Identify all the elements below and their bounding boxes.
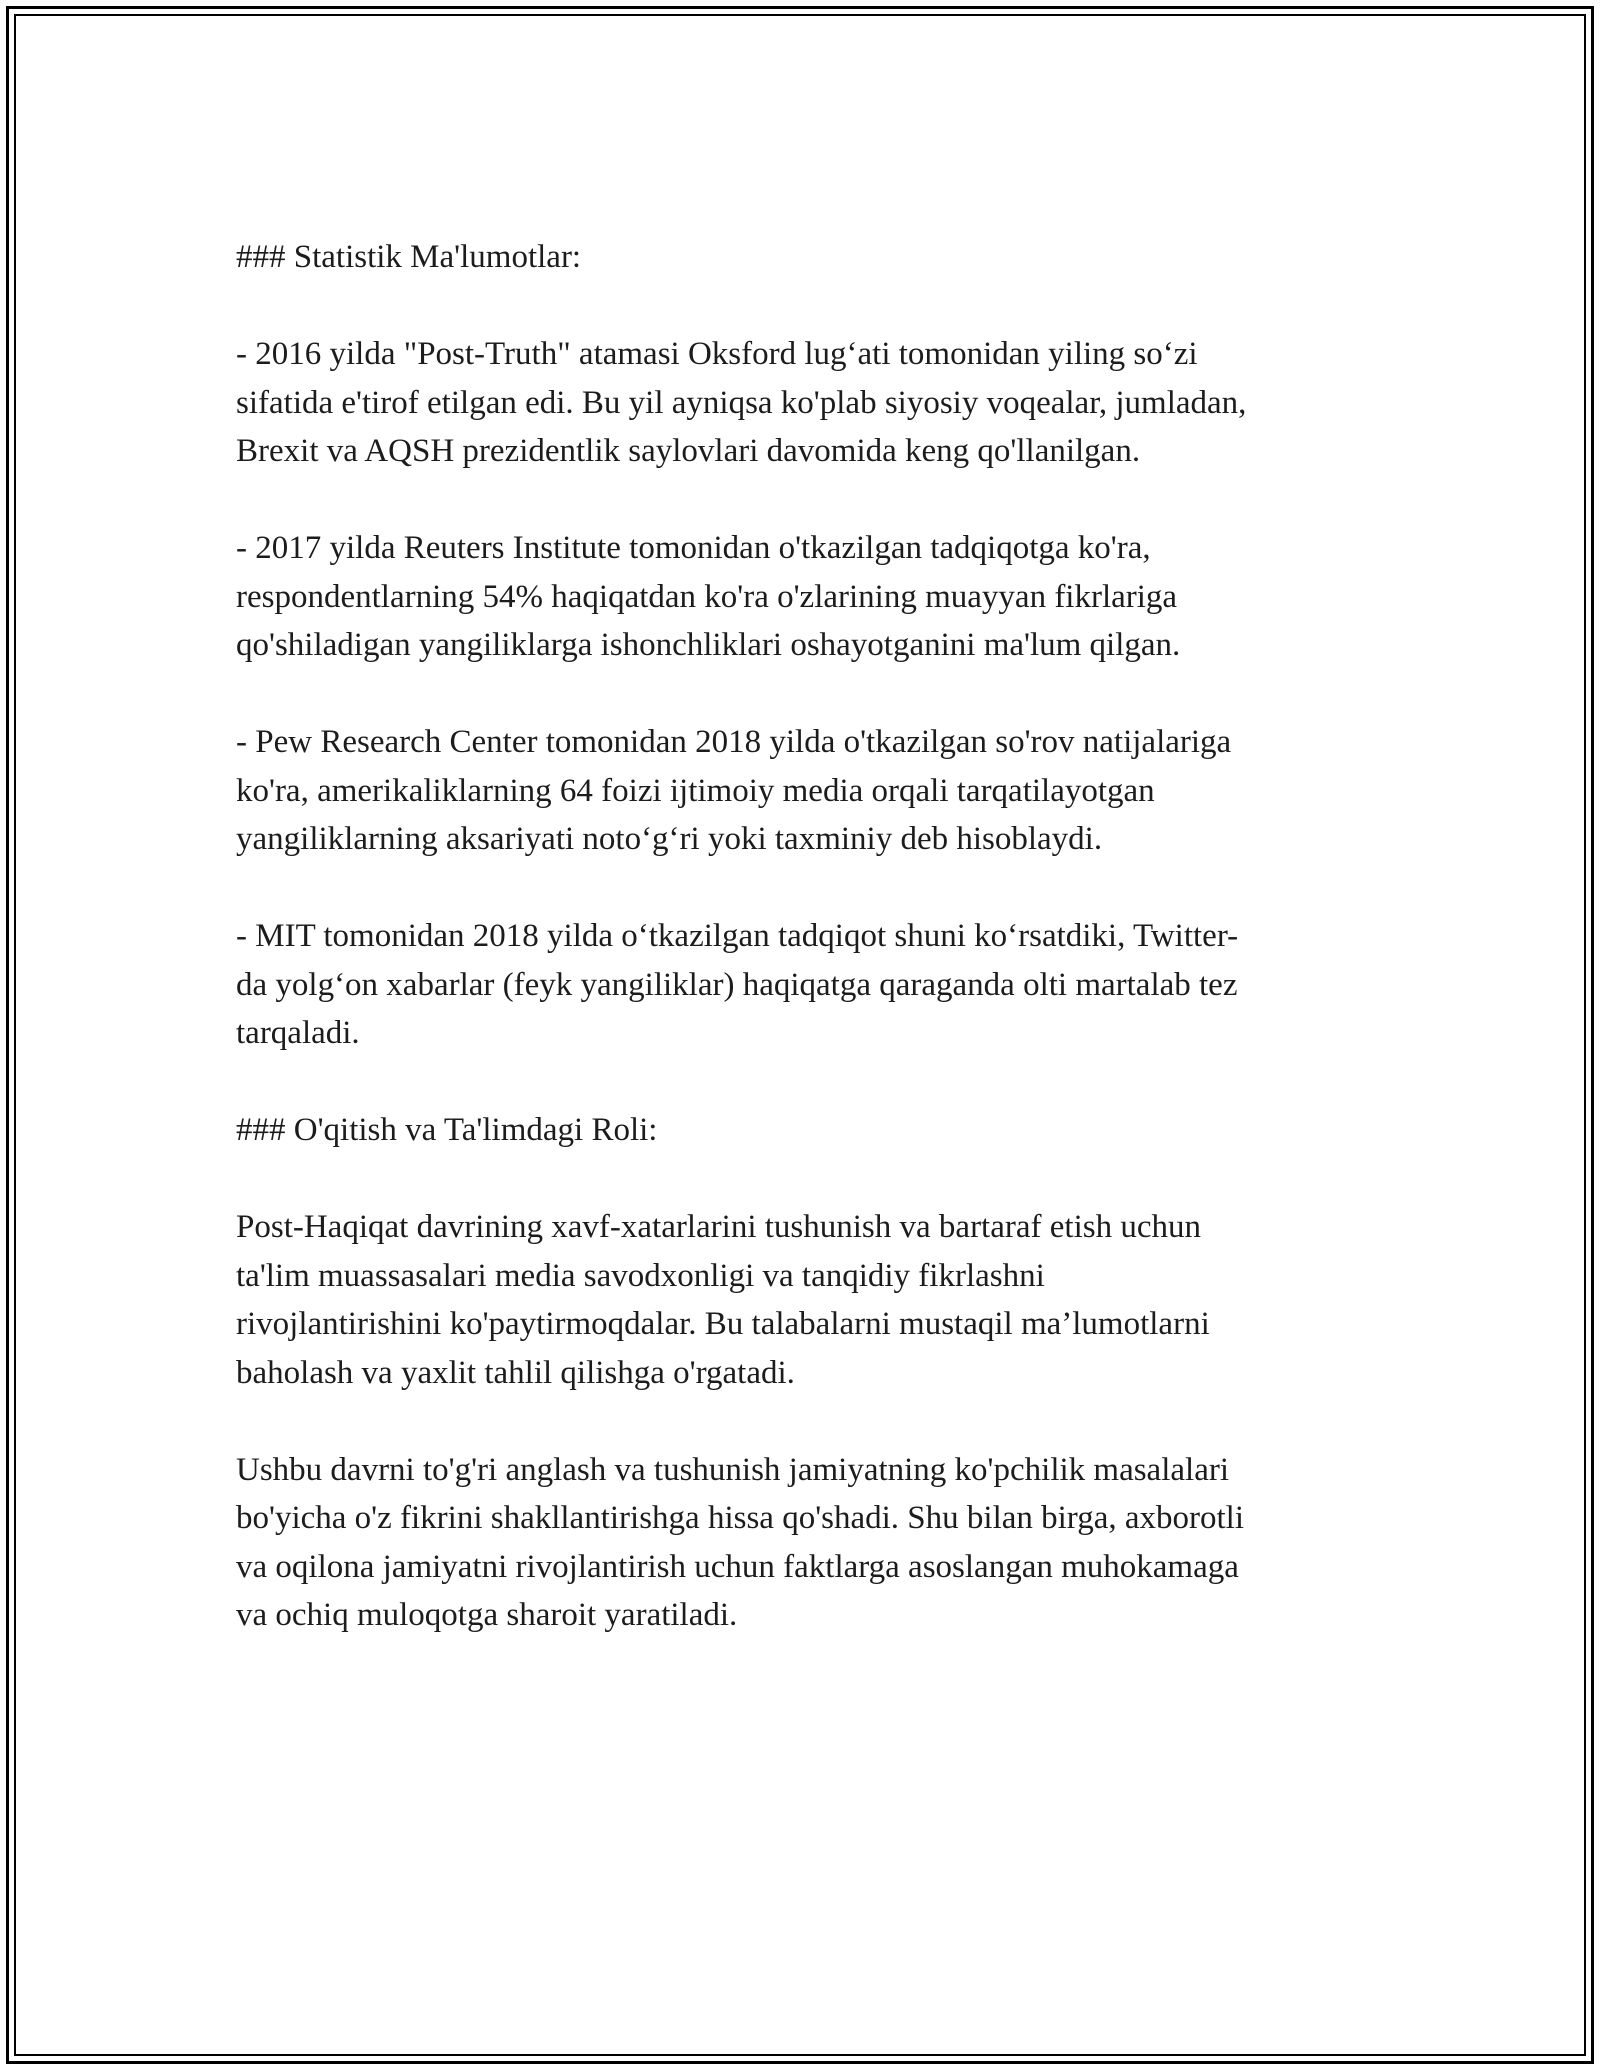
text-line: ko'ra, amerikaliklarning 64 foizi ijtimoiy media orqali tarqatilayotgan — [236, 772, 1155, 809]
section-heading-education — [236, 1106, 1366, 1155]
section-heading-statistics — [236, 233, 1366, 282]
text-line: da yolg‘on xabarlar (feyk yangiliklar) haqiqatga qaraganda olti martalab tez — [236, 966, 1238, 1003]
text-line: baholash va yaxlit tahlil qilishga o'rgatadi. — [236, 1354, 795, 1391]
text-line: sifatida e'tirof etilgan edi. Bu yil ayniqsa ko'plab siyosiy voqealar, jumladan, — [236, 384, 1247, 421]
text-line: va ochiq muloqotga sharoit yaratiladi. — [236, 1597, 738, 1633]
text-line: - Pew Research Center tomonidan 2018 yilda o'tkazilgan so'rov natijalariga — [236, 724, 1232, 760]
document-body — [236, 233, 1366, 1688]
paragraph-mit-2018 — [236, 912, 1366, 1058]
text-line: tarqaladi. — [236, 1015, 360, 1051]
paragraph-reuters-2017 — [236, 524, 1366, 670]
text-line: respondentlarning 54% haqiqatdan ko'ra o'zlarining muayyan fikrlariga — [236, 578, 1178, 615]
paragraph-education-role — [236, 1203, 1366, 1397]
text-line: va oqilona jamiyatni rivojlantirish uchun faktlarga asoslangan muhokamaga — [236, 1548, 1239, 1585]
text-line: Post-Haqiqat davrining xavf-xatarlarini tushunish va bartaraf etish uchun — [236, 1209, 1201, 1245]
text-line: - 2016 yilda "Post-Truth" atamasi Oksford lug‘ati tomonidan yiling so‘zi — [236, 336, 1198, 372]
paragraph-post-truth-2016 — [236, 330, 1366, 476]
text-line: - MIT tomonidan 2018 yilda o‘tkazilgan tadqiqot shuni ko‘rsatdiki, Twitter- — [236, 918, 1239, 954]
paragraph-pew-2018 — [236, 718, 1366, 864]
heading-line: ### O'qitish va Ta'limdagi Roli: — [236, 1112, 658, 1148]
text-line: - 2017 yilda Reuters Institute tomonidan o'tkazilgan tadqiqotga ko'ra, — [236, 530, 1151, 566]
paragraph-conclusion — [236, 1446, 1366, 1640]
text-line: Ushbu davrni to'g'ri anglash va tushunish jamiyatning ko'pchilik masalalari — [236, 1451, 1229, 1488]
text-line: rivojlantirishini ko'paytirmoqdalar. Bu talabalarni mustaqil ma’lumotlarni — [236, 1306, 1210, 1342]
text-line: yangiliklarning aksariyati noto‘g‘ri yoki taxminiy deb hisoblaydi. — [236, 821, 1103, 857]
text-line: qo'shiladigan yangiliklarga ishonchliklari oshayotganini ma'lum qilgan. — [236, 627, 1181, 663]
text-line: Brexit va AQSH prezidentlik saylovlari davomida keng qo'llanilgan. — [236, 433, 1141, 469]
heading-line: ### Statistik Ma'lumotlar: — [236, 239, 582, 275]
text-line: ta'lim muassasalari media savodxonligi va tanqidiy fikrlashni — [236, 1257, 1045, 1294]
text-line: bo'yicha o'z fikrini shakllantirishga hissa qo'shadi. Shu bilan birga, axborotli — [236, 1500, 1244, 1536]
